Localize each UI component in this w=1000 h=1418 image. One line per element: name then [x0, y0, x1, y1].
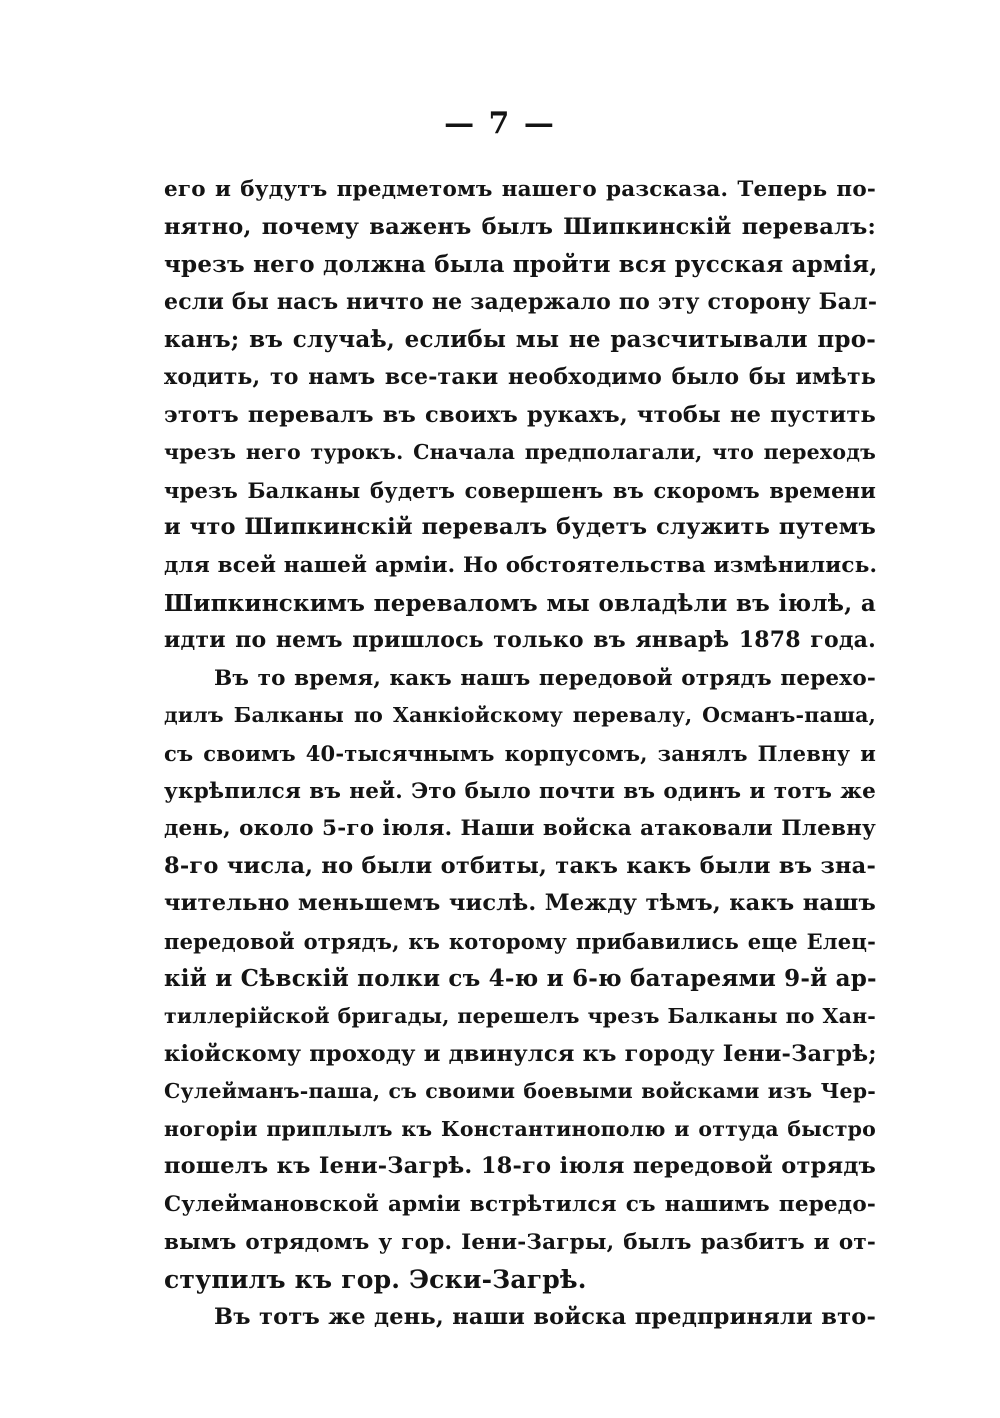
text-line: передовой отрядъ, къ которому прибавились еще Елец- — [164, 928, 876, 954]
text-line: чрезъ Балканы будетъ совершенъ въ скоромъ времени — [164, 477, 876, 503]
text-line: если бы насъ ничто не задержало по эту сторону Бал- — [164, 288, 878, 315]
text-line: день, около 5-го іюля. Наши войска атаковали Плевну — [164, 816, 876, 842]
text-line: пошелъ къ Іени-Загрѣ. 18-го іюля передовой отрядъ — [164, 1153, 876, 1180]
text-line: съ своимъ 40-тысячнымъ корпусомъ, занялъ Плевну и — [164, 740, 876, 766]
text-line: вымъ отрядомъ у гор. Іени-Загры, былъ разбитъ и от- — [164, 1229, 876, 1255]
text-line: Въ то время, какъ нашъ передовой отрядъ перехо- — [214, 665, 876, 691]
text-line: Сулеймановской арміи встрѣтился съ нашимъ передо- — [164, 1192, 876, 1218]
text-line: чрезъ него турокъ. Сначала предполагали, что переходъ — [164, 440, 876, 465]
text-line: ногоріи приплылъ къ Константинополю и оттуда быстро — [164, 1116, 876, 1141]
text-line: идти по немъ пришлось только въ январѣ 1878 года. — [164, 627, 876, 654]
text-line: для всей нашей арміи. Но обстоятельства измѣнились. — [164, 552, 878, 578]
text-line: этотъ перевалъ въ своихъ рукахъ, чтобы не пустить — [164, 401, 876, 428]
text-line: нятно, почему важенъ былъ Шипкинскій перевалъ: — [164, 213, 876, 240]
text-line: 8-го числа, но были отбиты, такъ какъ были въ зна- — [164, 852, 876, 879]
text-line: дилъ Балканы по Ханкіойскому перевалу, Османъ-паша, — [164, 703, 876, 728]
text-line: Сулейманъ-паша, съ своими боевыми войсками изъ Чер- — [164, 1079, 876, 1104]
text-line: тиллерійской бригады, перешелъ чрезъ Балканы по Хан- — [164, 1004, 876, 1029]
text-line: чрезъ него должна была пройти вся русская армія, — [164, 251, 878, 279]
text-line: укрѣпился въ ней. Это было почти въ одинъ и тотъ же — [164, 778, 876, 804]
text-line: ступилъ къ гор. Эски-Загрѣ. — [164, 1265, 587, 1295]
text-line: его и будутъ предметомъ нашего разсказа. Теперь по- — [164, 177, 876, 202]
text-line: Шипкинскимъ переваломъ мы овладѣли въ іюлѣ, а — [164, 589, 876, 617]
text-line: чительно меньшемъ числѣ. Между тѣмъ, какъ нашъ — [164, 890, 876, 917]
page-number: — 7 — — [444, 106, 556, 141]
page-text — [164, 171, 876, 1336]
text-line: и что Шипкинскій перевалъ будетъ служить путемъ — [164, 514, 876, 541]
text-line: кій и Сѣвскій полки съ 4-ю и 6-ю батареями 9-й ар- — [164, 965, 877, 993]
text-line: Въ тотъ же день, наши войска предприняли вто- — [214, 1303, 876, 1330]
text-line: кіойскому проходу и двинулся къ городу Іени-Загрѣ; — [164, 1040, 877, 1067]
text-line: ходить, то намъ все-таки необходимо было бы имѣть — [164, 363, 876, 390]
text-line: канъ; въ случаѣ, еслибы мы не разсчитывали про- — [164, 326, 876, 354]
